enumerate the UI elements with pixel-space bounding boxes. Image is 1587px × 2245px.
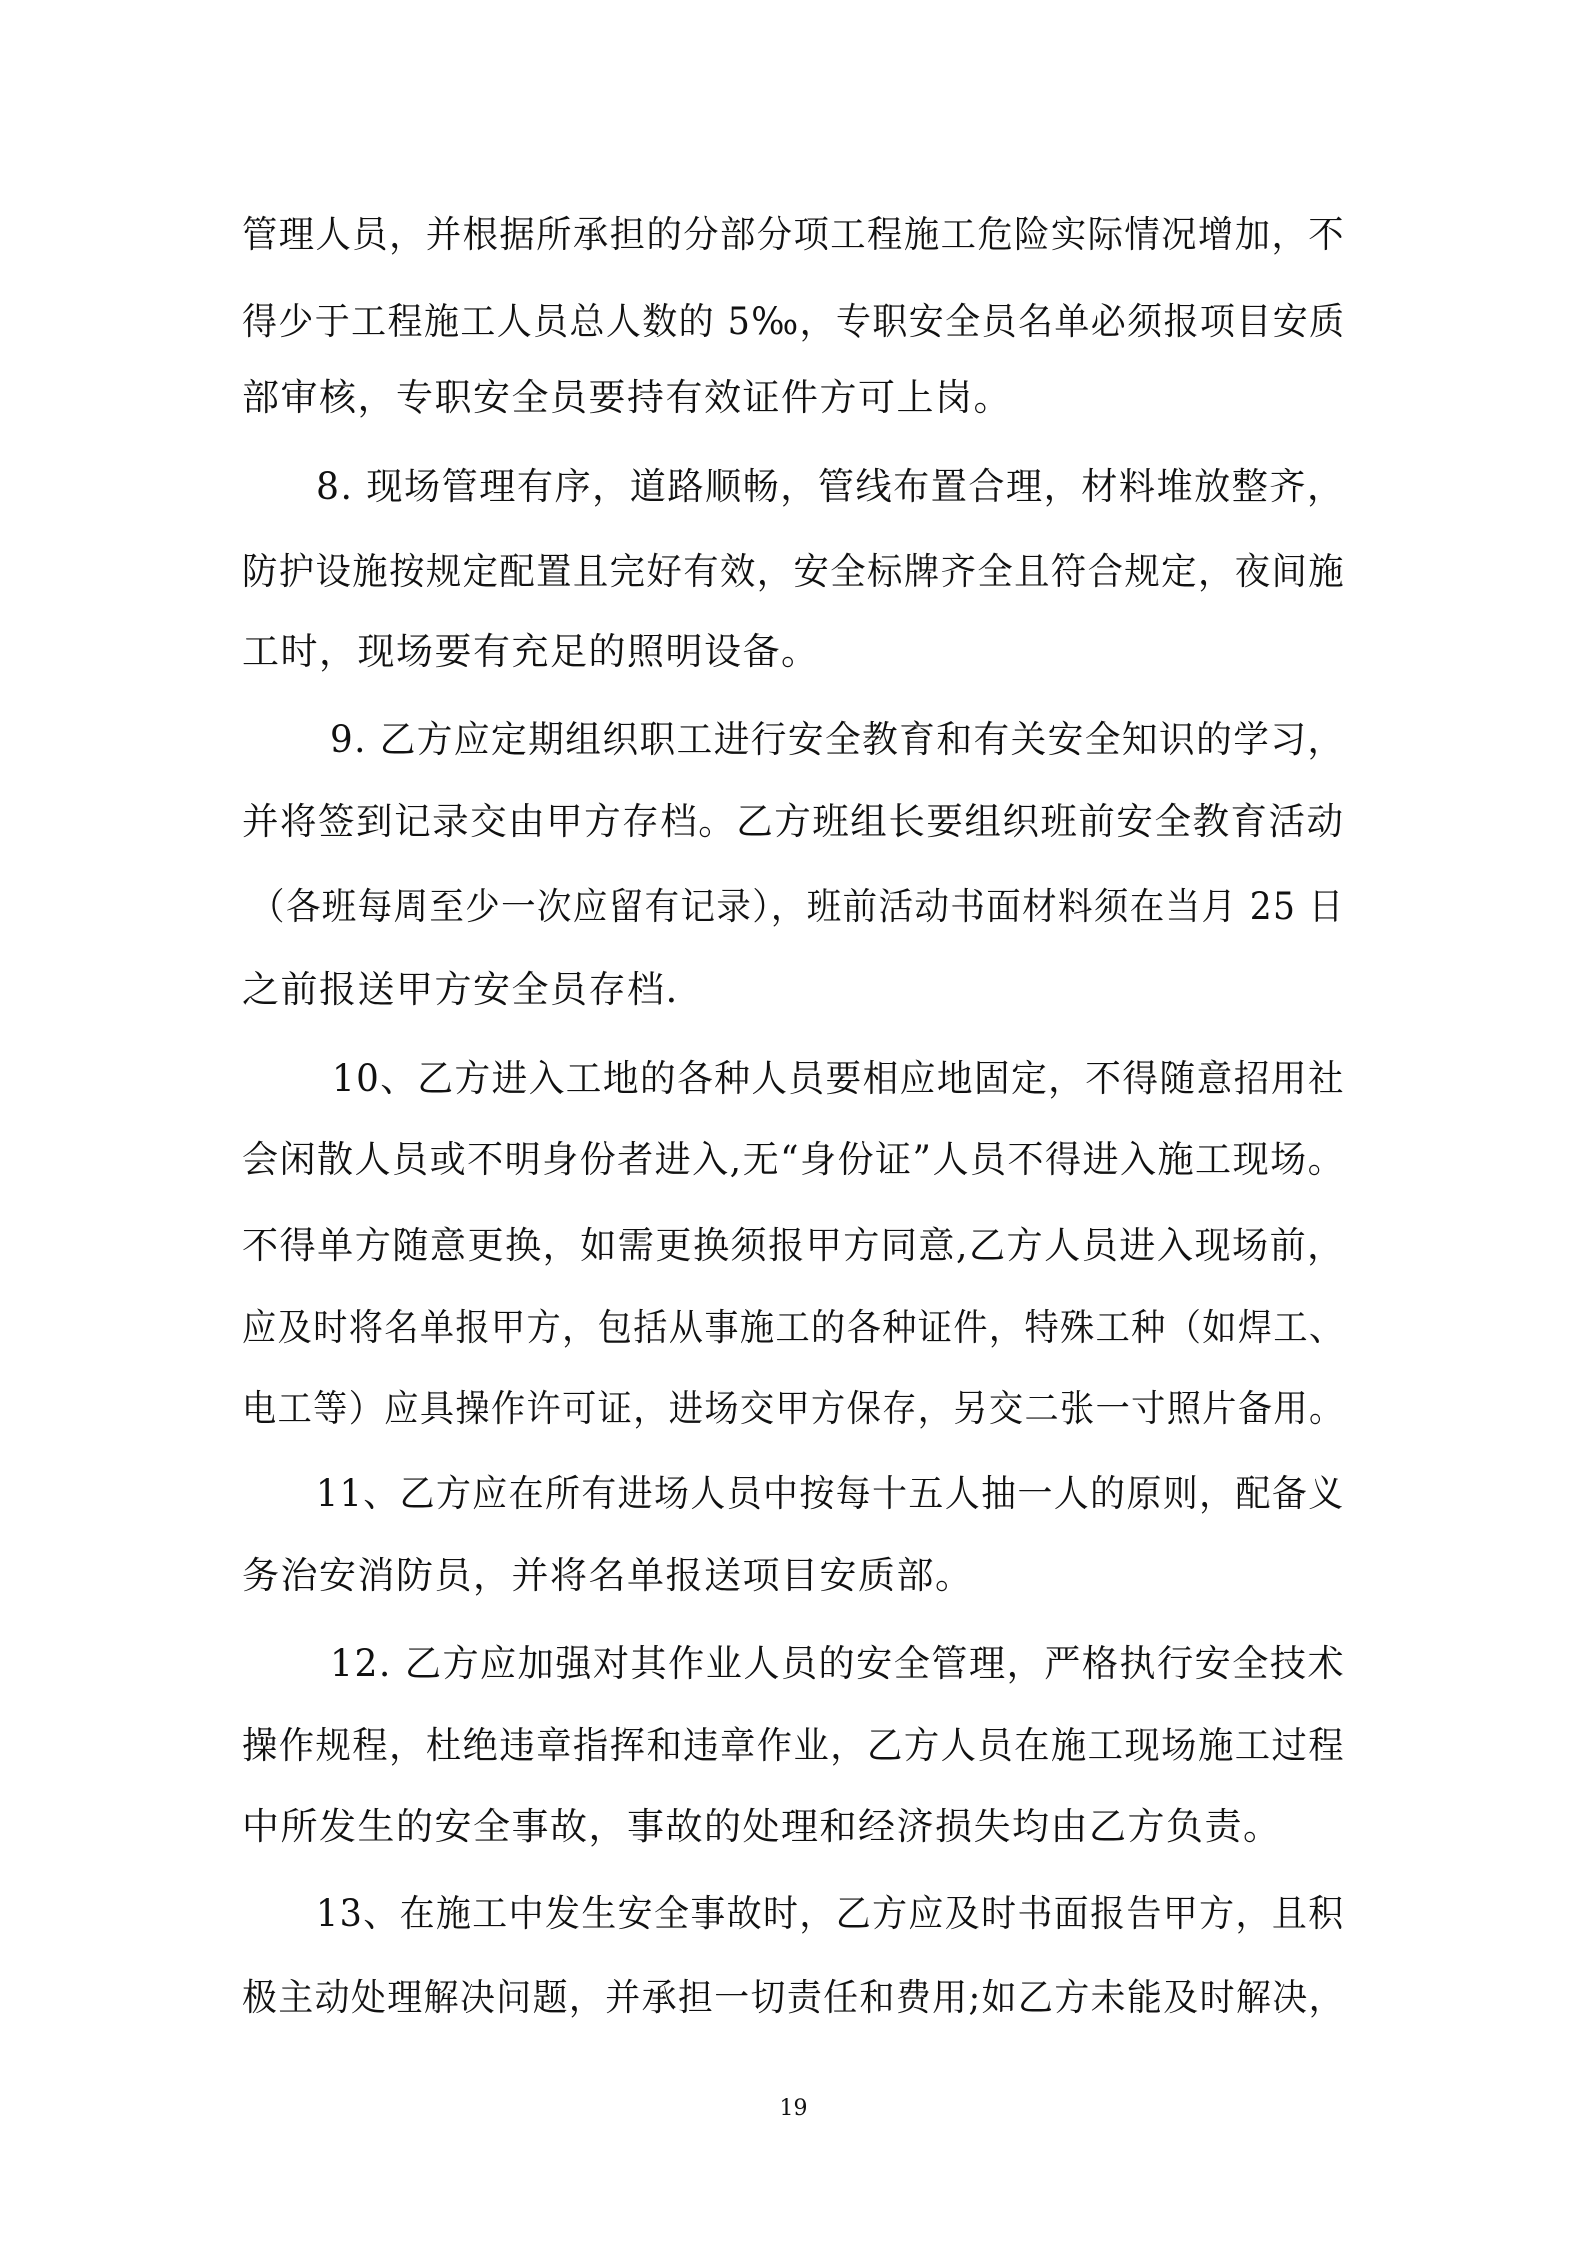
- text-line: 电工等）应具操作许可证，进场交甲方保存，另交二张一寸照片备用。: [242, 1387, 1345, 1430]
- text-line: 管理人员，并根据所承担的分部分项工程施工危险实际情况增加，不: [242, 213, 1346, 256]
- text-line: 8. 现场管理有序，道路顺畅，管线布置合理，材料堆放整齐，: [316, 465, 1345, 508]
- text-line: 极主动处理解决问题，并承担一切责任和费用;如乙方未能及时解决，: [242, 1976, 1345, 2019]
- text-line: 不得单方随意更换，如需更换须报甲方同意,乙方人员进入现场前，: [242, 1224, 1345, 1267]
- text-line: 得少于工程施工人员总人数的 5‰，专职安全员名单必须报项目安质: [242, 300, 1346, 343]
- text-line: 务治安消防员，并将名单报送项目安质部。: [242, 1554, 974, 1597]
- text-line: 12. 乙方应加强对其作业人员的安全管理，严格执行安全技术: [330, 1642, 1346, 1685]
- text-line: 操作规程，杜绝违章指挥和违章作业，乙方人员在施工现场施工过程: [242, 1724, 1346, 1767]
- text-line: 13、在施工中发生安全事故时，乙方应及时书面报告甲方，且积: [316, 1892, 1345, 1935]
- page-number: 19: [779, 2096, 808, 2121]
- text-line: （各班每周至少一次应留有记录），班前活动书面材料须在当月 25 日: [250, 885, 1345, 928]
- text-line: 11、乙方应在所有进场人员中按每十五人抽一人的原则，配备义: [316, 1472, 1345, 1515]
- text-line: 之前报送甲方安全员存档.: [242, 968, 679, 1011]
- text-line: 应及时将名单报甲方，包括从事施工的各种证件，特殊工种（如焊工、: [242, 1306, 1345, 1349]
- text-line: 9. 乙方应定期组织职工进行安全教育和有关安全知识的学习，: [330, 718, 1345, 761]
- text-line: 部审核，专职安全员要持有效证件方可上岗。: [242, 376, 1012, 419]
- text-line: 工时，现场要有充足的照明设备。: [242, 630, 820, 673]
- text-line: 中所发生的安全事故，事故的处理和经济损失均由乙方负责。: [242, 1805, 1282, 1848]
- text-line: 会闲散人员或不明身份者进入,无“身份证”人员不得进入施工现场。: [242, 1138, 1346, 1181]
- text-line: 并将签到记录交由甲方存档。乙方班组长要组织班前安全教育活动: [242, 800, 1345, 843]
- text-line: 10、乙方进入工地的各种人员要相应地固定，不得随意招用社: [332, 1057, 1346, 1100]
- text-line: 防护设施按规定配置且完好有效，安全标牌齐全且符合规定，夜间施: [242, 550, 1346, 593]
